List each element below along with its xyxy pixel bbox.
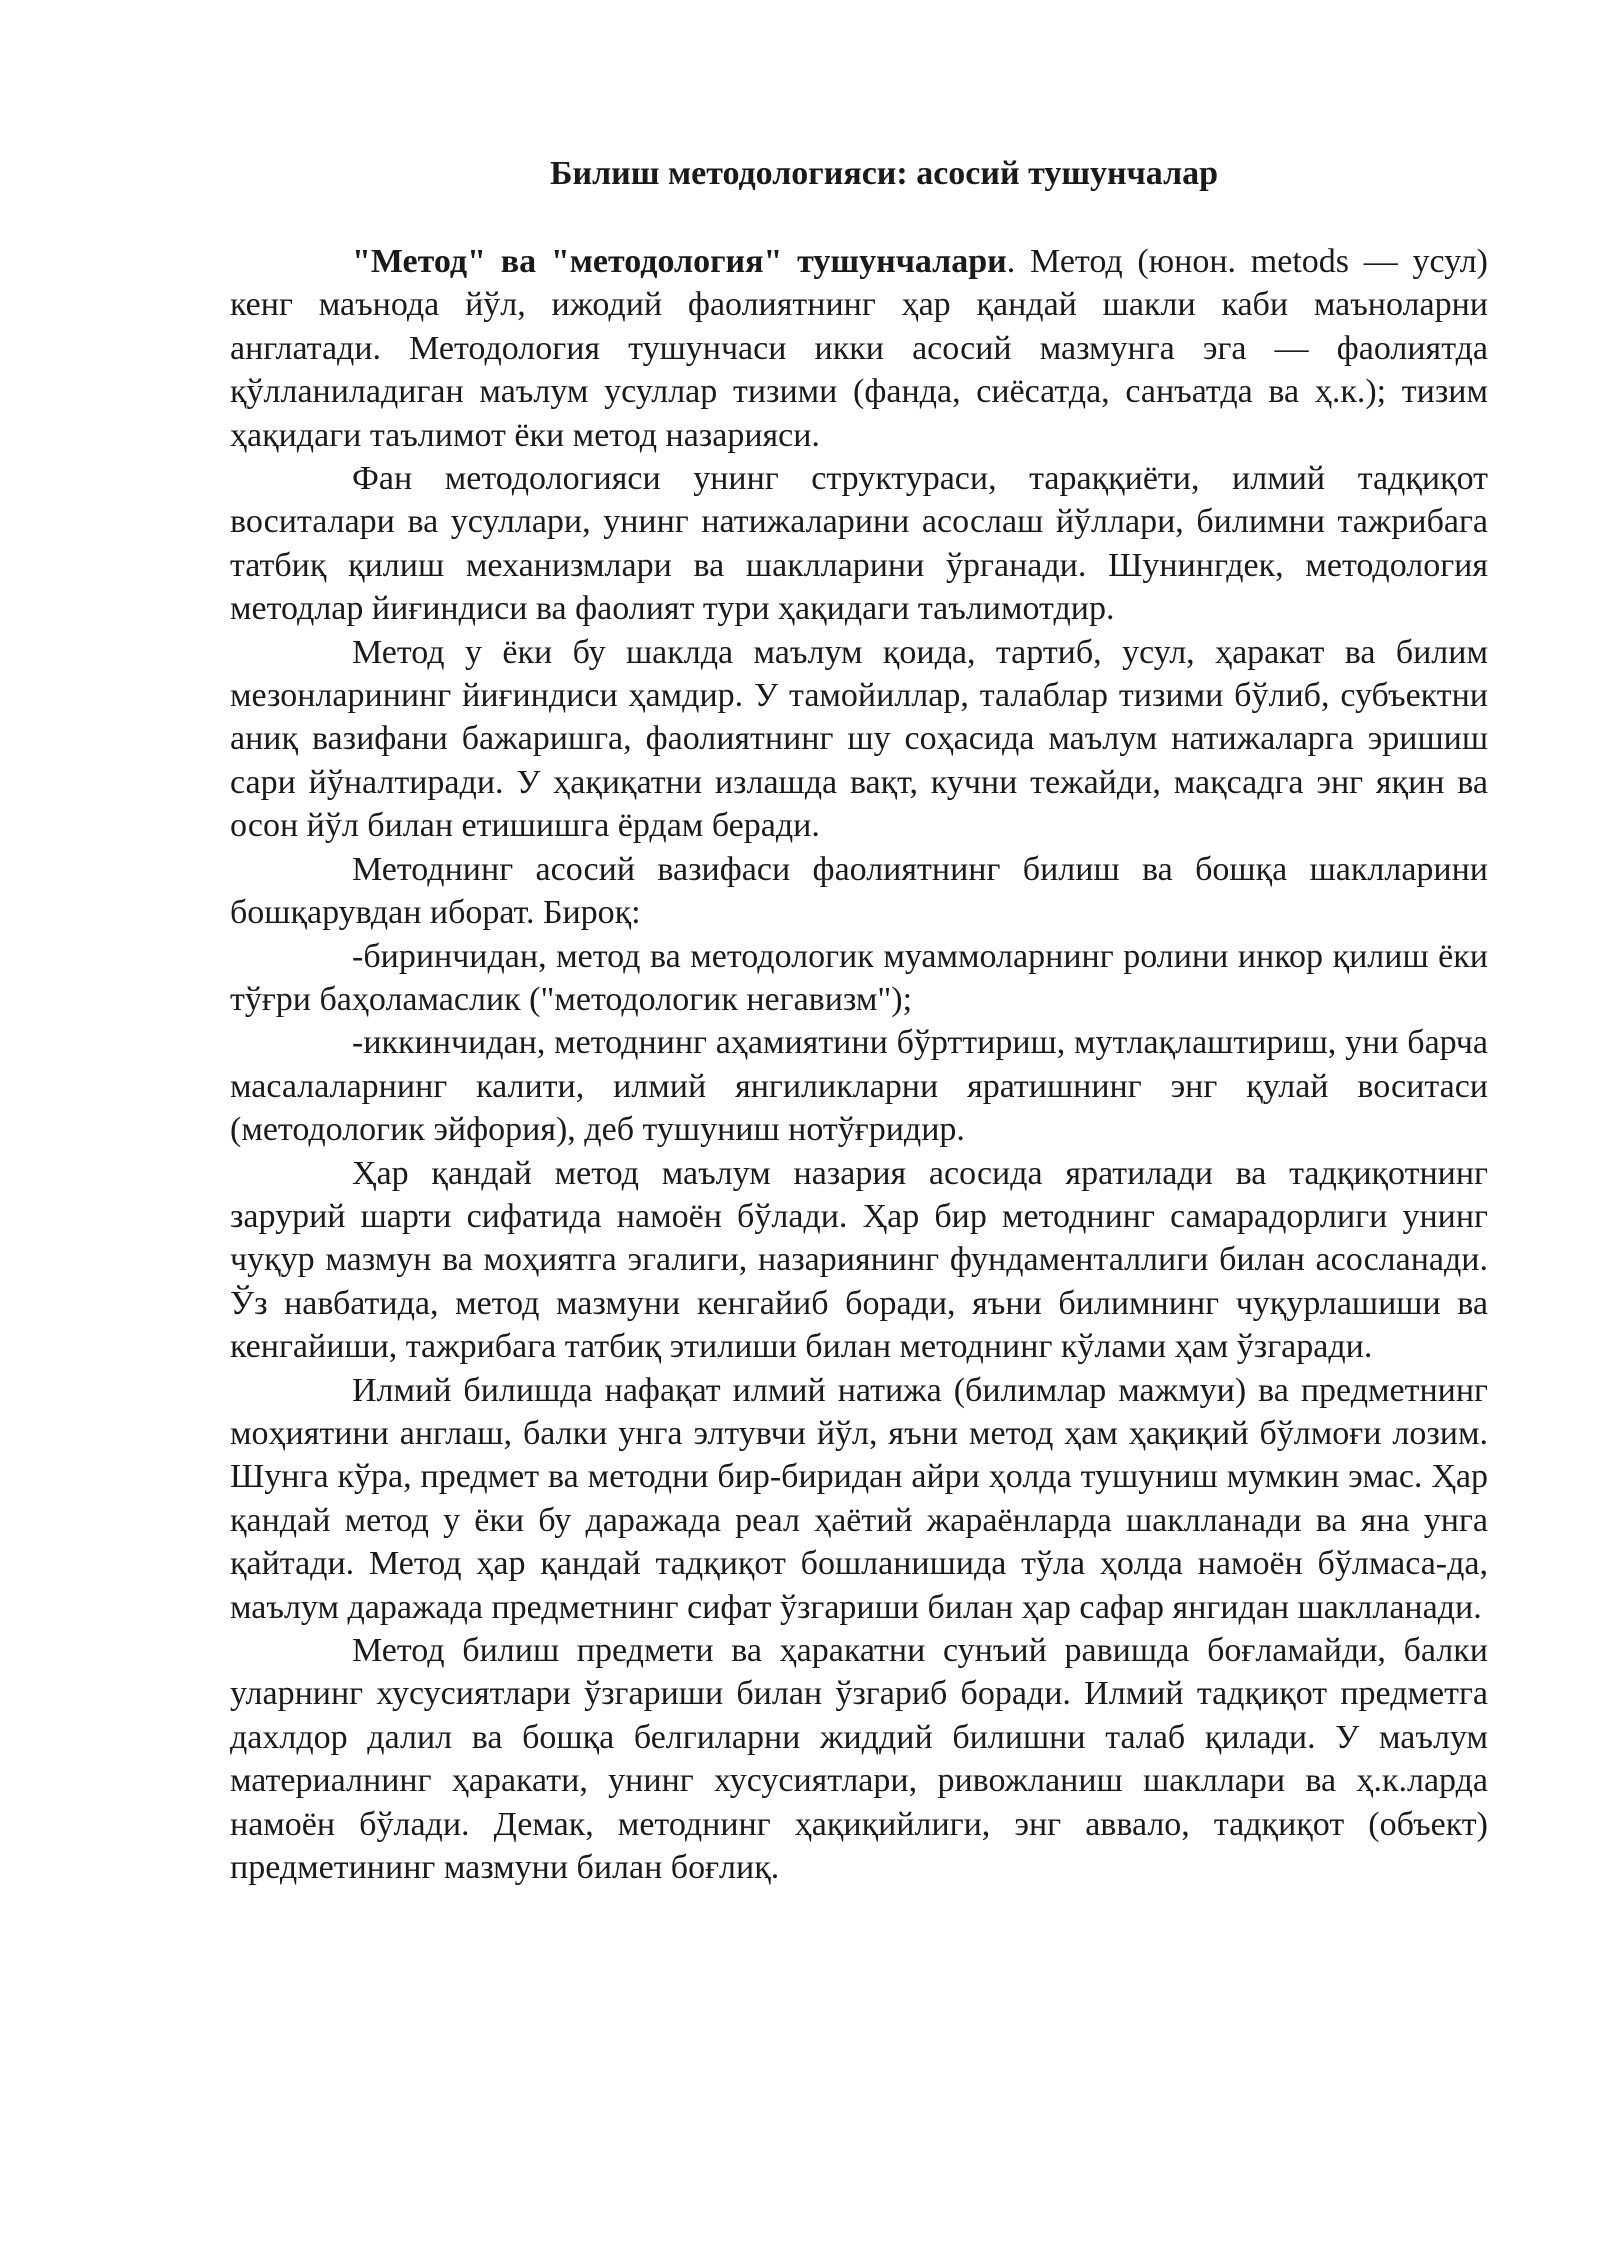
paragraph-4: Методнинг асосий вазифаси фаолиятнинг билиш ва бошқа шаклларини бошқарувдан иборат. Бироқ: bbox=[230, 850, 1488, 932]
list-item-second: -иккинчидан, методнинг аҳамиятини бўрттириш, мутлақлаштириш, уни барча масалаларнинг калити, илмий янгиликларни яратишнинг энг қулай воситаси (методологик эйфория), деб тушуниш нотўғридир. bbox=[230, 1024, 1488, 1149]
list-item-first: -биринчидан, метод ва методологик муаммоларнинг ролини инкор қилиш ёки тўғри баҳоламаслик ("методологик негавизм"); bbox=[230, 937, 1488, 1018]
paragraph-7: Ҳар қандай метод маълум назария асосида яратилади ва тадқиқотнинг зарурий шарти сифатида намоён бўлади. Ҳар бир методнинг самарадорлиги унинг чуқур мазмун ва моҳиятга эгалиги, назариянинг фундаменталлиги билан асосланади. Ўз навбатида, метод мазмуни кенгайиб боради, яъни билимнинг чуқурлашиши ва кенгайиши, тажрибага татбиқ этилиши билан методнинг кўлами ҳам ўзгаради. bbox=[230, 1154, 1488, 1366]
paragraph-3: Метод у ёки бу шаклда маълум қоида, тартиб, усул, ҳаракат ва билим мезонларининг йиғиндиси ҳамдир. У тамойиллар, талаблар тизими бўлиб, субъектни аниқ вазифани бажаришга, фаолиятнинг шу соҳасида маълум натижаларга эришиш сари йўналтиради. У ҳақиқатни излашда вақт, кучни тежайди, мақсадга энг яқин ва осон йўл билан етишишга ёрдам беради. bbox=[230, 633, 1488, 845]
paragraph-text: . Метод (юнон. metods — усул) кенг маънода йўл, ижодий фаолиятнинг ҳар қандай шакли каби маъноларни англатади. Методология тушунчаси икки асосий мазмунга эга — фаолиятда қўлланиладиган маълум усуллар тизими (фанда, сиёсатда, санъатда ва ҳ.к.); тизим ҳақидаги таълимот ёки метод назарияси. bbox=[230, 243, 1488, 454]
document-title: Билиш методологияси: асосий тушунчалар bbox=[550, 155, 1219, 192]
paragraph-1 bbox=[230, 240, 1488, 457]
document-body bbox=[230, 240, 1488, 1889]
paragraph-2: Фан методологияси унинг структураси, тараққиёти, илмий тадқиқот воситалари ва усуллари, унинг натижаларини асослаш йўллари, билимни тажрибага татбиқ қилиш механизмлари ва шаклларини ўрганади. Шунингдек, методология методлар йиғиндиси ва фаолият тури ҳақидаги таълимотдир. bbox=[230, 460, 1488, 628]
paragraph-9: Метод билиш предмети ва ҳаракатни сунъий равишда боғламайди, балки уларнинг хусусиятлари ўзгариши билан ўзгариб боради. Илмий тадқиқот предметга дахлдор далил ва бошқа белгиларни жиддий билишни талаб қилади. У маълум материалнинг ҳаракати, унинг хусусиятлари, ривожланиш шакллари ва ҳ.к.ларда намоён бўлади. Демак, методнинг ҳақиқийлиги, энг аввало, тадқиқот (объект) предметининг мазмуни билан боғлиқ. bbox=[230, 1632, 1488, 1887]
paragraph-lead-term: "Метод" ва "методология" тушунчалари bbox=[352, 243, 1007, 280]
paragraph-8: Илмий билишда нафақат илмий натижа (билимлар мажмуи) ва предметнинг моҳиятини англаш, балки унга элтувчи йўл, яъни метод ҳам ҳақиқий бўлмоғи лозим. Шунга кўра, предмет ва методни бир-биридан айри ҳолда тушуниш мумкин эмас. Ҳар қандай метод у ёки бу даражада реал ҳаётий жараёнларда шаклланади ва яна унга қайтади. Метод ҳар қандай тадқиқот бошланишида тўла ҳолда намоён бўлмаса-да, маълум даражада предметнинг сифат ўзгариши билан ҳар сафар янгидан шаклланади. bbox=[230, 1371, 1488, 1626]
